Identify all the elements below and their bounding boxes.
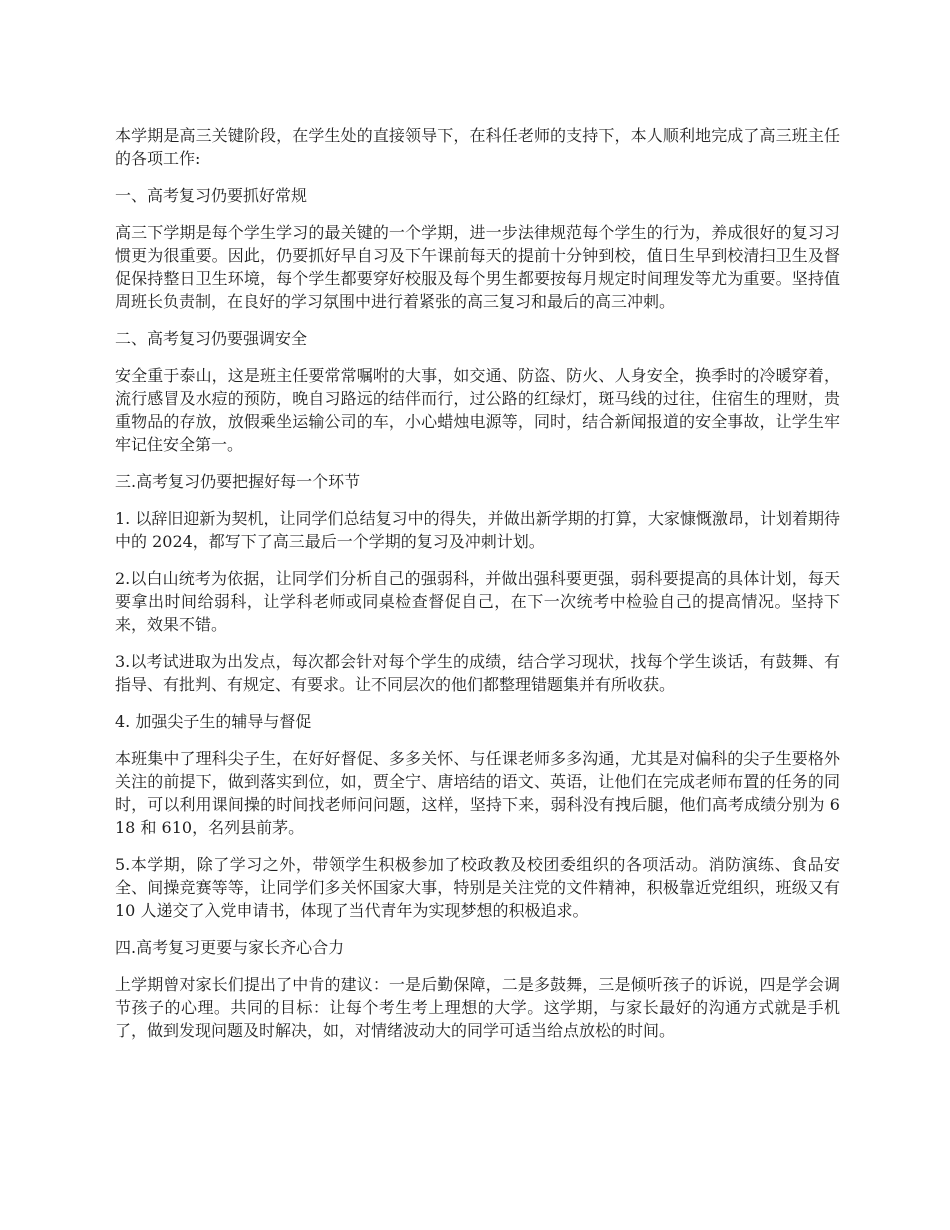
item-3-paragraph: 3.以考试进取为出发点，每次都会针对每个学生的成绩，结合学习现状，找每个学生谈话，有鼓舞、有指导、有批判、有规定、有要求。让不同层次的他们都整理错题集并有所收获。 bbox=[115, 652, 840, 694]
section-3-heading: 三.高考复习仍要把握好每一个环节 bbox=[115, 472, 361, 491]
item-5-paragraph: 5.本学期，除了学习之外，带领学生积极参加了校政教及校团委组织的各项活动。消防演练、食品安全、间操竞赛等等，让同学们多关怀国家大事，特别是关注党的文件精神，积极靠近党组织，班级又有 10 人递交了入党申请书，体现了当代青年为实现梦想的积极追求。 bbox=[115, 855, 840, 920]
section-2-heading: 二、高考复习仍要强调安全 bbox=[115, 329, 308, 348]
section-4-paragraph: 上学期曾对家长们提出了中肯的建议：一是后勤保障，二是多鼓舞，三是倾听孩子的诉说，四是学会调节孩子的心理。共同的目标：让每个考生考上理想的大学。这学期，与家长最好的沟通方式就是手机了，做到发现问题及时解决，如，对情绪波动大的同学可适当给点放松的时间。 bbox=[115, 975, 840, 1040]
item-2-paragraph: 2.以白山统考为依据，让同学们分析自己的强弱科，并做出强科要更强，弱科要提高的具体计划，每天要拿出时间给弱科，让学科老师或同桌检查督促自己，在下一次统考中检验自己的提高情况。坚持下来，效果不错。 bbox=[115, 569, 840, 634]
intro-paragraph: 本学期是高三关键阶段，在学生处的直接领导下，在科任老师的支持下，本人顺利地完成了高三班主任的各项工作: bbox=[115, 126, 840, 168]
document-page bbox=[115, 124, 840, 1056]
item-1-paragraph: 1. 以辞旧迎新为契机，让同学们总结复习中的得失，并做出新学期的打算，大家慷慨激昂，计划着期待中的 2024，都写下了高三最后一个学期的复习及冲刺计划。 bbox=[115, 509, 840, 551]
section-4-heading: 四.高考复习更要与家长齐心合力 bbox=[115, 938, 345, 957]
section-1-heading: 一、高考复习仍要抓好常规 bbox=[115, 186, 308, 205]
item-4-heading: 4. 加强尖子生的辅导与督促 bbox=[115, 712, 312, 731]
section-2-paragraph: 安全重于泰山，这是班主任要常常嘱咐的大事，如交通、防盗、防火、人身安全，换季时的冷暖穿着，流行感冒及水痘的预防，晚自习路远的结伴而行，过公路的红绿灯，斑马线的过往，住宿生的理财，贵重物品的存放，放假乘坐运输公司的车，小心蜡烛电源等，同时，结合新闻报道的安全事故，让学生牢牢记住安全第一。 bbox=[115, 366, 840, 454]
item-4-paragraph: 本班集中了理科尖子生，在好好督促、多多关怀、与任课老师多多沟通，尤其是对偏科的尖子生要格外关注的前提下，做到落实到位，如，贾全宁、唐培结的语文、英语，让他们在完成老师布置的任务的同时，可以利用课间操的时间找老师问问题，这样，坚持下来，弱科没有拽后腿，他们高考成绩分别为 618 和 610，名列县前茅。 bbox=[115, 749, 840, 837]
section-1-paragraph: 高三下学期是每个学生学习的最关键的一个学期，进一步法律规范每个学生的行为，养成很好的复习习惯更为很重要。因此，仍要抓好早自习及下午课前每天的提前十分钟到校，值日生早到校清扫卫生及督促保持整日卫生环境，每个学生都要穿好校服及每个男生都要按每月规定时间理发等尤为重要。坚持值周班长负责制，在良好的学习氛围中进行着紧张的高三复习和最后的高三冲刺。 bbox=[115, 223, 840, 311]
